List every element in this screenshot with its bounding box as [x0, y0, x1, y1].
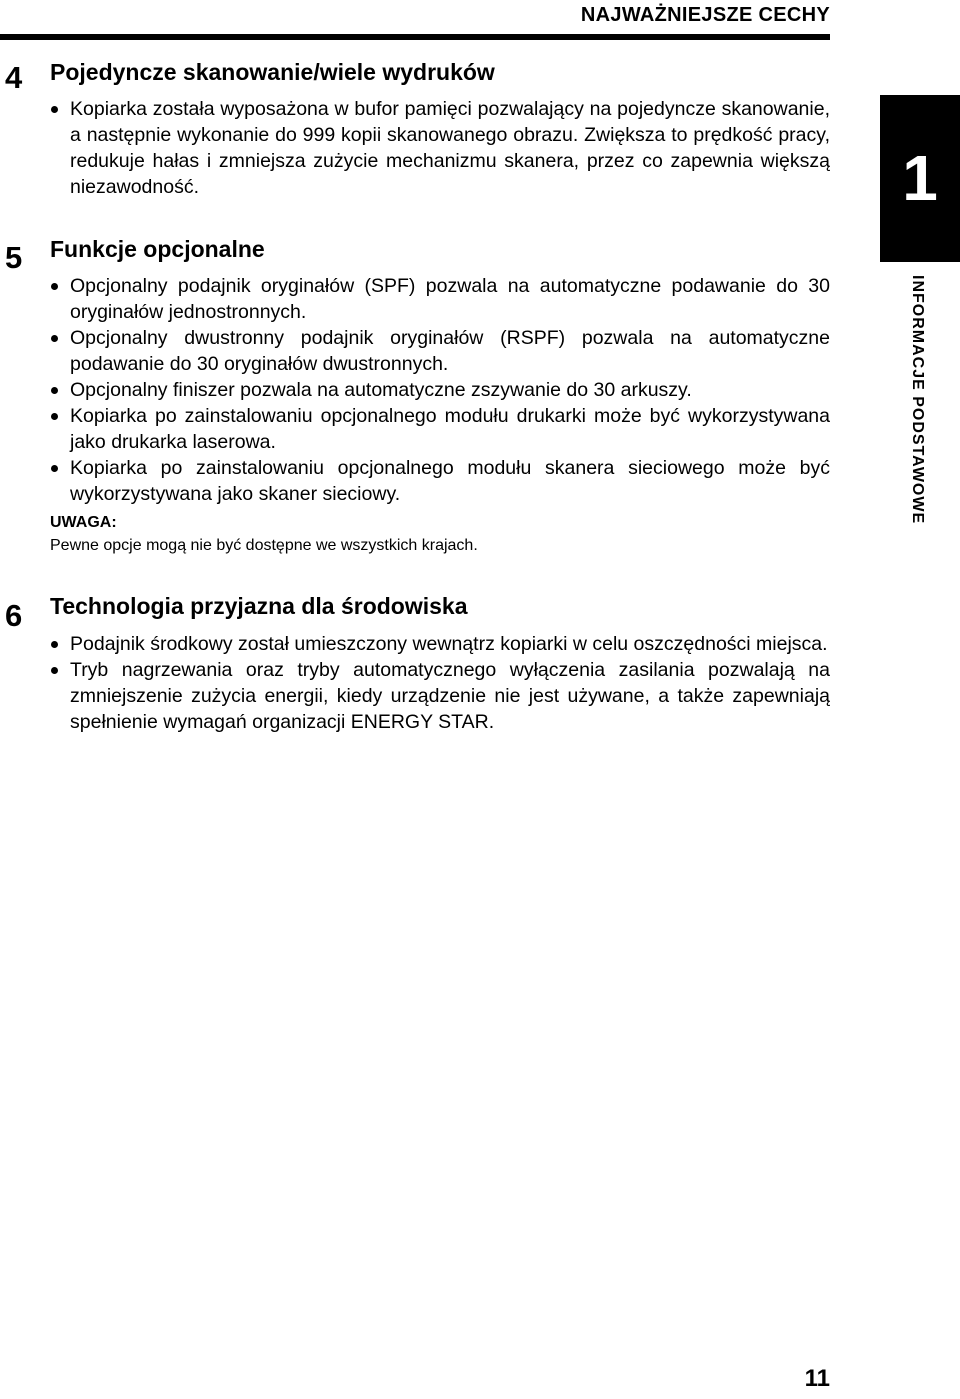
bullet-icon — [51, 387, 58, 394]
page-number: 11 — [804, 1365, 830, 1392]
list-item-text: Opcjonalny dwustronny podajnik oryginałów (RSPF) pozwala na automatyczne podawanie do 30 oryginałów dwustronnych. — [70, 327, 830, 375]
list-item — [48, 273, 830, 325]
list-item — [48, 403, 830, 455]
list-item-text: Opcjonalny podajnik oryginałów (SPF) pozwala na automatyczne podawanie do 30 oryginałów jednostronnych. — [70, 275, 830, 323]
list-item — [48, 455, 830, 507]
list-item — [48, 325, 830, 377]
list-item-text: Kopiarka po zainstalowaniu opcjonalnego modułu drukarki może być wykorzystywana jako drukarka laserowa. — [70, 405, 830, 453]
note-label: UWAGA: — [50, 514, 117, 531]
section-title: Technologia przyjazna dla środowiska — [50, 593, 468, 619]
header-title: NAJWAŻNIEJSZE CECHY — [580, 4, 830, 26]
note-text: Pewne opcje mogą nie być dostępne we wszystkich krajach. — [50, 537, 478, 554]
list-item-text: Tryb nagrzewania oraz tryby automatycznego wyłączenia zasilania pozwalają na zmniejszenie zużycia energii, kiedy urządzenie nie jest używane, a także zapewniają spełnienie wymagań organizacji ENERGY STAR. — [70, 659, 830, 733]
chapter-tab: 1 — [880, 95, 960, 262]
bullet-icon — [51, 667, 58, 674]
bullet-icon — [51, 106, 58, 113]
bullet-list — [48, 631, 830, 735]
list-item — [48, 96, 830, 200]
bullet-icon — [51, 465, 58, 472]
list-item — [48, 631, 830, 657]
list-item-text: Kopiarka została wyposażona w bufor pamięci pozwalający na pojedyncze skanowanie, a następnie wykonanie do 999 kopii skanowanego obrazu. Zwiększa to prędkość pracy, redukuje hałas i zmniejsza zużycie mechanizmu skanera, przez co zapewnia większą niezawodność. — [70, 98, 830, 198]
header-rule — [0, 34, 830, 40]
bullet-icon — [51, 641, 58, 648]
bullet-list — [48, 96, 830, 200]
section-title: Pojedyncze skanowanie/wiele wydruków — [50, 59, 495, 85]
section-number: 6 — [5, 598, 23, 633]
bullet-icon — [51, 413, 58, 420]
section-title: Funkcje opcjonalne — [50, 236, 265, 262]
section-number: 4 — [5, 60, 23, 95]
list-item — [48, 657, 830, 735]
bullet-icon — [51, 283, 58, 290]
list-item-text: Kopiarka po zainstalowaniu opcjonalnego modułu skanera sieciowego może być wykorzystywana jako skaner sieciowy. — [70, 457, 830, 505]
bullet-list — [48, 273, 830, 507]
list-item — [48, 377, 830, 403]
section-number: 5 — [5, 240, 23, 275]
list-item-text: Podajnik środkowy został umieszczony wewnątrz kopiarki w celu oszczędności miejsca. — [70, 633, 828, 655]
bullet-icon — [51, 335, 58, 342]
chapter-label: INFORMACJE PODSTAWOWE — [909, 275, 926, 525]
list-item-text: Opcjonalny finiszer pozwala na automatyczne zszywanie do 30 arkuszy. — [70, 379, 692, 401]
